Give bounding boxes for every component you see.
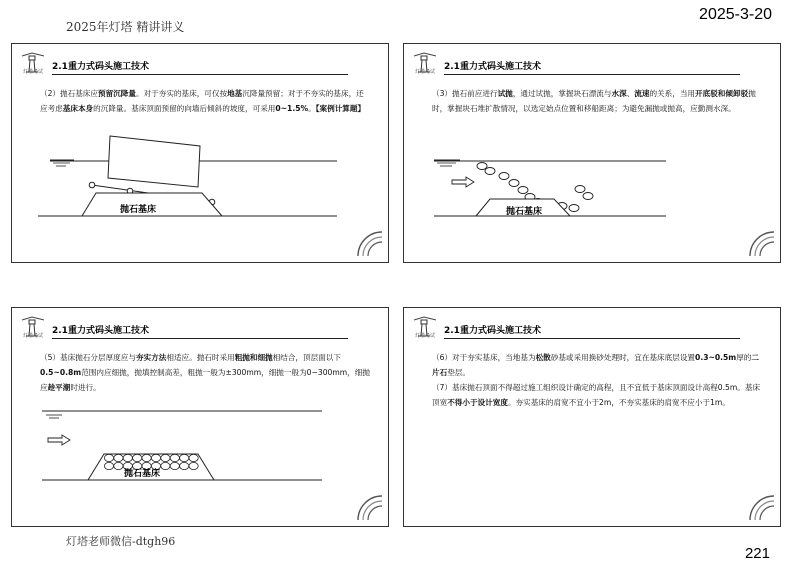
breakwater-diagram — [12, 44, 389, 263]
corner-swirl-icon — [354, 492, 384, 522]
rubble-base-label: 抛石基床 — [506, 207, 543, 217]
logo-label: 灯塔考试 — [414, 333, 435, 339]
body-text-run: 开底驳和倾卸驳 — [695, 89, 749, 98]
header-date: 2025-3-20 — [699, 6, 772, 23]
body-text-run: 夯实方法 — [135, 353, 167, 362]
header-left-text: 2025年灯塔 精讲讲义 — [66, 20, 185, 34]
body-text-run: 水深 — [611, 89, 627, 98]
logo-label: 灯塔考试 — [22, 333, 43, 339]
body-text-run: ，通过试抛，掌握块石漂流与 — [512, 89, 612, 98]
slide-body — [432, 350, 762, 410]
body-text-run: 时进行。 — [70, 383, 101, 392]
body-text-run: 0.5~0.8m — [40, 368, 82, 377]
slide-title: 2.1重力式码头施工技术 — [444, 62, 541, 72]
rubble-stone — [151, 454, 160, 461]
rubble-stone — [180, 462, 189, 469]
body-text-run: 砂基或采用换砂处理时，宜在基床底层设置 — [550, 353, 696, 362]
body-text-run: 地基 — [227, 89, 243, 98]
title-underline — [444, 338, 740, 339]
body-text-run: 试抛 — [497, 89, 513, 98]
rubble-stone — [104, 454, 113, 461]
rubble-stone — [170, 462, 179, 469]
body-text-run: 。对于夯实的基床，可仅按 — [135, 89, 228, 98]
trial-dumping-diagram — [404, 44, 781, 263]
rubble-stone — [161, 454, 170, 461]
body-text-run: （7）基床抛石顶面不得超过施工组织设计确定的高程，且不宜低于基床顶面设计高程0.5m。基床顶宽 — [432, 383, 761, 407]
body-text-run: 厚的 — [736, 353, 752, 362]
logo-label: 灯塔考试 — [22, 69, 43, 75]
rubble-stone — [133, 454, 142, 461]
rubble-base-label: 抛石基床 — [124, 469, 161, 479]
body-text-run: （2）抛石基床应 — [40, 89, 98, 98]
body-text-run: 的沉降量。基床顶面预留的向墙后倾斜的坡度，可采用 — [93, 104, 276, 113]
body-text-run: 垫层。 — [447, 368, 470, 377]
body-text-run: 抛时，掌握块石堆扩散情况，以选定始点位置和移船距离；为避免漏抛或抛高，应勤测水深。 — [432, 89, 756, 113]
slide-title: 2.1重力式码头施工技术 — [52, 326, 149, 336]
rubble-stone — [104, 462, 113, 469]
body-text-run: 趁平潮 — [47, 383, 71, 392]
rubble-stone — [180, 454, 189, 461]
corner-swirl-icon — [746, 492, 776, 522]
slide-title: 2.1重力式码头施工技术 — [52, 62, 149, 72]
footer-left-text: 灯塔老师微信-dtgh96 — [66, 535, 176, 548]
rubble-stone — [170, 454, 179, 461]
rubble-stone — [114, 454, 123, 461]
rubble-stone — [142, 454, 151, 461]
body-text-run: 二片石 — [432, 353, 759, 377]
body-text-run: 【案例计算题】 — [315, 104, 366, 113]
body-text-run: 0~1.5% — [275, 104, 309, 113]
rubble-stone — [161, 462, 170, 469]
slide-3 — [11, 307, 389, 527]
slide-title: 2.1重力式码头施工技术 — [444, 326, 541, 336]
body-text-run: 松散 — [535, 353, 551, 362]
body-text-run: （6）对于夯实基床，当地基为 — [432, 353, 536, 362]
body-text-run: 流速 — [634, 89, 650, 98]
rubble-stone — [189, 454, 198, 461]
rubble-stone — [189, 462, 198, 469]
body-text-run: （3）抛石前应进行 — [432, 89, 498, 98]
body-text-run: 基床本身 — [62, 104, 94, 113]
body-text-run: 预留沉降量 — [98, 89, 136, 98]
slide-4 — [403, 307, 781, 527]
slide-2 — [403, 43, 781, 263]
body-text-run: 。 — [308, 104, 316, 113]
body-text-run: （5）基床抛石分层厚度应与 — [40, 353, 136, 362]
body-text-run: 0.3~0.5m — [695, 353, 737, 362]
rubble-stone — [114, 462, 123, 469]
lighthouse-logo-icon — [410, 314, 440, 348]
body-text-run: 沉降量预留；对于不夯实的基床，还应考虑 — [40, 89, 364, 113]
corner-swirl-icon — [746, 228, 776, 258]
body-text-run: 范围内应细抛，抛填控制高差，粗抛一般为±300mm，细抛一般为0~300mm，细抛应 — [40, 368, 370, 392]
rubble-base-label: 抛石基床 — [120, 205, 157, 215]
slide-1 — [11, 43, 389, 263]
body-text-run: 、 — [626, 89, 635, 98]
layered-rubble-diagram — [12, 308, 389, 527]
body-text-run: 。夯实基床的肩宽不宜小于2m，不夯实基床的肩宽不应小于1m。 — [507, 398, 730, 407]
corner-swirl-icon — [354, 228, 384, 258]
body-text-run: 不得小于设计宽度 — [447, 398, 508, 407]
body-text-run: 相适应。抛石时采用 — [166, 353, 235, 362]
page-number: 221 — [744, 545, 770, 562]
body-text-run: 粗抛和细抛 — [234, 353, 273, 362]
logo-label: 灯塔考试 — [414, 69, 435, 75]
rubble-stone — [123, 454, 132, 461]
body-text-run: 的关系，当用 — [649, 89, 696, 98]
body-text-run: 相结合，顶层面以下 — [272, 353, 341, 362]
